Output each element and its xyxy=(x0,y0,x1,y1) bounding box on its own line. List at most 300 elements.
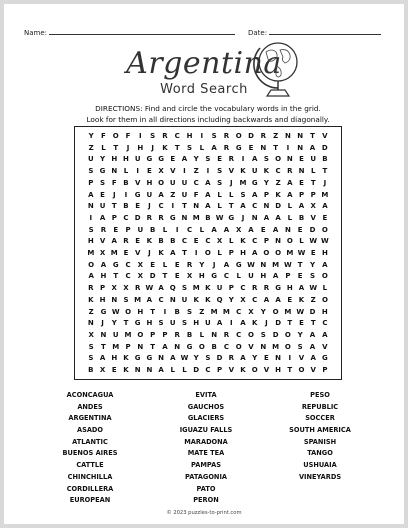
grid-letter[interactable]: H xyxy=(87,237,94,246)
grid-letter[interactable]: U xyxy=(88,155,94,164)
grid-letter[interactable]: W xyxy=(145,284,154,293)
grid-letter[interactable]: X xyxy=(236,225,242,234)
grid-letter[interactable]: O xyxy=(275,155,282,164)
grid-letter[interactable]: G xyxy=(251,178,258,187)
grid-letter[interactable]: U xyxy=(181,178,188,187)
grid-letter[interactable]: A xyxy=(240,319,246,328)
grid-letter[interactable]: D xyxy=(275,319,281,328)
grid-letter[interactable]: U xyxy=(310,155,317,164)
grid-letter[interactable]: P xyxy=(111,213,117,222)
grid-letter[interactable]: U xyxy=(248,272,254,281)
grid-letter[interactable]: V xyxy=(248,342,254,351)
grid-letter[interactable]: K xyxy=(251,319,258,328)
grid-letter[interactable]: Z xyxy=(275,178,281,187)
grid-letter[interactable]: S xyxy=(181,284,187,293)
grid-letter[interactable]: P xyxy=(125,225,131,234)
grid-letter[interactable]: N xyxy=(260,342,267,351)
grid-letter[interactable]: Q xyxy=(169,284,176,293)
grid-letter[interactable]: K xyxy=(205,295,211,304)
grid-letter[interactable]: K xyxy=(193,295,199,304)
grid-letter[interactable]: X xyxy=(137,260,144,269)
grid-letter[interactable]: K xyxy=(298,295,305,304)
grid-letter[interactable]: A xyxy=(158,366,164,374)
grid-letter[interactable]: C xyxy=(223,272,229,281)
grid-letter[interactable]: O xyxy=(263,249,270,257)
grid-letter[interactable]: C xyxy=(205,366,211,374)
grid-letter[interactable]: X xyxy=(88,330,94,339)
grid-letter[interactable]: T xyxy=(111,202,117,211)
grid-letter[interactable]: L xyxy=(162,225,168,234)
grid-letter[interactable]: O xyxy=(88,260,95,269)
grid-letter[interactable]: K xyxy=(240,366,246,374)
grid-letter[interactable]: R xyxy=(123,237,129,246)
grid-letter[interactable]: T xyxy=(174,143,180,152)
grid-letter[interactable]: A xyxy=(205,178,211,187)
grid-letter[interactable]: E xyxy=(135,202,141,211)
grid-letter[interactable]: A xyxy=(211,143,217,152)
grid-letter[interactable]: D xyxy=(309,225,316,234)
grid-letter[interactable]: V xyxy=(263,366,270,374)
grid-letter[interactable]: C xyxy=(275,167,281,176)
grid-letter[interactable]: A xyxy=(263,295,270,304)
grid-letter[interactable]: M xyxy=(321,190,329,199)
grid-letter[interactable]: Y xyxy=(111,319,117,328)
grid-letter[interactable]: X xyxy=(240,295,246,304)
grid-letter[interactable]: G xyxy=(158,155,164,164)
grid-letter[interactable]: D xyxy=(216,354,223,363)
grid-letter[interactable]: S xyxy=(240,190,246,199)
grid-letter[interactable]: Z xyxy=(193,167,199,176)
grid-letter[interactable]: P xyxy=(125,342,131,351)
grid-letter[interactable]: X xyxy=(248,307,254,316)
grid-letter[interactable]: H xyxy=(321,307,328,316)
grid-letter[interactable]: H xyxy=(100,272,107,281)
grid-letter[interactable]: O xyxy=(204,249,211,257)
grid-letter[interactable]: N xyxy=(181,213,188,222)
grid-letter[interactable]: N xyxy=(284,132,291,140)
grid-letter[interactable]: I xyxy=(124,190,128,199)
grid-letter[interactable]: H xyxy=(286,284,293,293)
grid-letter[interactable]: W xyxy=(215,213,224,222)
grid-letter[interactable]: T xyxy=(182,202,187,211)
grid-letter[interactable]: S xyxy=(205,155,211,164)
grid-letter[interactable]: I xyxy=(139,132,142,140)
grid-letter[interactable]: P xyxy=(285,272,291,281)
grid-letter[interactable]: H xyxy=(240,249,246,257)
grid-letter[interactable]: L xyxy=(236,272,241,281)
grid-letter[interactable]: E xyxy=(299,178,304,187)
grid-letter[interactable]: V xyxy=(322,342,328,351)
grid-letter[interactable]: V xyxy=(228,366,234,374)
grid-letter[interactable]: T xyxy=(113,143,119,152)
grid-letter[interactable]: T xyxy=(123,319,129,328)
grid-letter[interactable]: X xyxy=(99,366,106,374)
grid-letter[interactable]: O xyxy=(321,295,328,304)
grid-letter[interactable]: E xyxy=(264,354,269,363)
grid-letter[interactable]: E xyxy=(217,155,222,164)
grid-letter[interactable]: N xyxy=(297,132,304,140)
grid-letter[interactable]: Z xyxy=(199,307,205,316)
grid-letter[interactable]: P xyxy=(88,178,94,187)
grid-letter[interactable]: O xyxy=(251,366,258,374)
grid-letter[interactable]: N xyxy=(275,354,282,363)
grid-letter[interactable]: S xyxy=(100,178,106,187)
grid-letter[interactable]: Z xyxy=(273,132,279,140)
grid-letter[interactable]: U xyxy=(205,319,211,328)
grid-letter[interactable]: J xyxy=(112,190,116,199)
grid-letter[interactable]: I xyxy=(206,167,210,176)
grid-letter[interactable]: D xyxy=(309,307,316,316)
grid-letter[interactable]: A xyxy=(223,260,230,269)
grid-letter[interactable]: U xyxy=(134,155,141,164)
grid-letter[interactable]: B xyxy=(149,225,156,234)
grid-letter[interactable]: A xyxy=(205,202,211,211)
grid-letter[interactable]: J xyxy=(148,202,151,211)
date-field[interactable] xyxy=(248,27,381,37)
grid-letter[interactable]: C xyxy=(158,295,164,304)
grid-letter[interactable]: A xyxy=(181,155,188,164)
grid-letter[interactable]: S xyxy=(123,295,129,304)
grid-letter[interactable]: I xyxy=(229,319,233,328)
grid-letter[interactable]: V xyxy=(310,366,316,374)
grid-letter[interactable]: S xyxy=(263,155,269,164)
grid-letter[interactable]: N xyxy=(286,155,293,164)
grid-letter[interactable]: L xyxy=(123,167,129,176)
grid-letter[interactable]: S xyxy=(217,167,223,176)
grid-letter[interactable]: Y xyxy=(88,132,94,140)
grid-letter[interactable]: M xyxy=(192,284,200,293)
grid-letter[interactable]: E xyxy=(113,225,119,234)
grid-letter[interactable]: E xyxy=(299,319,304,328)
grid-letter[interactable]: B xyxy=(174,307,180,316)
grid-letter[interactable]: J xyxy=(241,213,245,222)
grid-letter[interactable]: N xyxy=(137,342,144,351)
grid-letter[interactable]: J xyxy=(212,260,216,269)
grid-letter[interactable]: G xyxy=(235,260,242,269)
grid-letter[interactable]: H xyxy=(137,307,144,316)
grid-letter[interactable]: W xyxy=(309,284,318,293)
grid-letter[interactable]: A xyxy=(298,284,305,293)
grid-letter[interactable]: Y xyxy=(199,260,205,269)
grid-letter[interactable]: H xyxy=(260,272,267,281)
grid-letter[interactable]: R xyxy=(162,132,168,140)
grid-letter[interactable]: T xyxy=(101,342,106,351)
grid-letter[interactable]: V xyxy=(134,249,141,257)
grid-letter[interactable]: A xyxy=(211,225,217,234)
grid-letter[interactable]: Y xyxy=(297,330,303,339)
grid-letter[interactable]: O xyxy=(235,342,242,351)
grid-letter[interactable]: A xyxy=(99,213,106,222)
grid-letter[interactable]: L xyxy=(217,202,222,211)
grid-letter[interactable]: C xyxy=(322,319,328,328)
grid-letter[interactable]: G xyxy=(134,319,141,328)
grid-letter[interactable]: G xyxy=(100,307,107,316)
grid-letter[interactable]: S xyxy=(88,342,94,351)
grid-letter[interactable]: S xyxy=(181,319,187,328)
grid-letter[interactable]: A xyxy=(240,354,246,363)
grid-letter[interactable]: T xyxy=(228,202,234,211)
grid-letter[interactable]: H xyxy=(123,155,129,164)
grid-letter[interactable]: E xyxy=(297,272,303,281)
grid-letter[interactable]: A xyxy=(223,225,230,234)
grid-letter[interactable]: K xyxy=(146,237,153,246)
grid-letter[interactable]: D xyxy=(272,330,279,339)
grid-letter[interactable]: N xyxy=(169,295,176,304)
grid-letter[interactable]: A xyxy=(99,354,106,363)
grid-letter[interactable]: N xyxy=(193,202,200,211)
grid-letter[interactable]: T xyxy=(150,342,156,351)
grid-letter[interactable]: T xyxy=(150,307,156,316)
grid-letter[interactable]: J xyxy=(265,319,268,328)
grid-letter[interactable]: A xyxy=(240,202,246,211)
grid-letter[interactable]: E xyxy=(135,237,141,246)
grid-letter[interactable]: K xyxy=(240,237,246,246)
grid-letter[interactable]: B xyxy=(158,237,164,246)
grid-letter[interactable]: O xyxy=(198,342,205,351)
grid-letter[interactable]: L xyxy=(199,225,205,234)
grid-letter[interactable]: H xyxy=(111,354,118,363)
grid-letter[interactable]: V xyxy=(310,213,316,222)
grid-letter[interactable]: A xyxy=(309,342,316,351)
grid-letter[interactable]: B xyxy=(186,330,193,339)
grid-letter[interactable]: M xyxy=(110,249,118,257)
grid-letter[interactable]: L xyxy=(199,143,205,152)
grid-letter[interactable]: M xyxy=(284,307,292,316)
grid-letter[interactable]: A xyxy=(158,284,164,293)
grid-letter[interactable]: O xyxy=(298,366,305,374)
grid-letter[interactable]: N xyxy=(87,202,94,211)
grid-letter[interactable]: S xyxy=(88,225,94,234)
grid-letter[interactable]: R xyxy=(287,167,293,176)
grid-letter[interactable]: L xyxy=(287,202,293,211)
grid-letter[interactable]: A xyxy=(251,155,258,164)
grid-letter[interactable]: E xyxy=(287,295,293,304)
grid-letter[interactable]: D xyxy=(275,202,281,211)
grid-letter[interactable]: T xyxy=(287,319,293,328)
grid-letter[interactable]: D xyxy=(193,366,200,374)
grid-letter[interactable]: A xyxy=(251,249,258,257)
grid-letter[interactable]: R xyxy=(252,284,258,293)
grid-letter[interactable]: W xyxy=(309,237,318,246)
grid-letter[interactable]: N xyxy=(158,354,164,363)
grid-letter[interactable]: T xyxy=(162,272,168,281)
grid-letter[interactable]: Y xyxy=(193,155,199,164)
name-line[interactable] xyxy=(49,27,235,35)
grid-letter[interactable]: H xyxy=(99,295,106,304)
grid-letter[interactable]: O xyxy=(275,249,282,257)
grid-letter[interactable]: E xyxy=(260,225,266,234)
grid-letter[interactable]: S xyxy=(150,132,156,140)
grid-letter[interactable]: A xyxy=(287,190,293,199)
grid-letter[interactable]: T xyxy=(310,178,316,187)
grid-letter[interactable]: H xyxy=(137,143,144,152)
grid-letter[interactable]: C xyxy=(236,330,242,339)
grid-letter[interactable]: T xyxy=(182,249,187,257)
grid-letter[interactable]: N xyxy=(134,366,141,374)
grid-letter[interactable]: N xyxy=(297,143,304,152)
grid-letter[interactable]: I xyxy=(89,213,93,222)
grid-letter[interactable]: G xyxy=(134,190,141,199)
grid-letter[interactable]: H xyxy=(186,132,193,140)
grid-letter[interactable]: R xyxy=(186,260,193,269)
grid-letter[interactable]: H xyxy=(146,178,153,187)
grid-letter[interactable]: R xyxy=(223,132,230,140)
grid-letter[interactable]: D xyxy=(149,272,156,281)
grid-letter[interactable]: O xyxy=(321,225,328,234)
grid-letter[interactable]: L xyxy=(182,366,187,374)
grid-letter[interactable]: G xyxy=(322,354,328,363)
grid-letter[interactable]: J xyxy=(101,319,104,328)
grid-letter[interactable]: I xyxy=(171,202,175,211)
grid-letter[interactable]: H xyxy=(146,319,153,328)
word-search-grid[interactable] xyxy=(74,126,342,380)
grid-letter[interactable]: A xyxy=(322,202,328,211)
grid-letter[interactable]: Y xyxy=(100,155,106,164)
grid-letter[interactable]: G xyxy=(211,272,217,281)
grid-letter[interactable]: N xyxy=(211,330,218,339)
grid-letter[interactable]: I xyxy=(194,249,198,257)
grid-letter[interactable]: S xyxy=(88,167,94,176)
grid-letter[interactable]: V xyxy=(228,167,234,176)
grid-letter[interactable]: E xyxy=(248,143,254,152)
grid-letter[interactable]: M xyxy=(124,330,132,339)
grid-letter[interactable]: N xyxy=(284,225,291,234)
grid-letter[interactable]: R xyxy=(263,284,270,293)
grid-letter[interactable]: U xyxy=(216,284,223,293)
grid-letter[interactable]: X xyxy=(137,272,144,281)
grid-letter[interactable]: U xyxy=(169,319,176,328)
grid-letter[interactable]: R xyxy=(228,155,234,164)
grid-letter[interactable]: A xyxy=(170,249,176,257)
grid-letter[interactable]: G xyxy=(235,143,242,152)
grid-letter[interactable]: I xyxy=(286,143,290,152)
grid-letter[interactable]: U xyxy=(181,190,188,199)
grid-letter[interactable]: O xyxy=(137,330,144,339)
grid-letter[interactable]: R xyxy=(223,330,230,339)
grid-letter[interactable]: C xyxy=(205,237,211,246)
grid-letter[interactable]: J xyxy=(151,143,154,152)
grid-letter[interactable]: I xyxy=(136,167,139,176)
grid-letter[interactable]: W xyxy=(111,307,120,316)
grid-letter[interactable]: U xyxy=(112,330,119,339)
grid-letter[interactable]: X xyxy=(216,237,223,246)
grid-letter[interactable]: K xyxy=(263,167,270,176)
grid-letter[interactable]: U xyxy=(146,190,153,199)
grid-letter[interactable]: D xyxy=(321,143,328,152)
grid-letter[interactable]: G xyxy=(146,155,153,164)
grid-letter[interactable]: E xyxy=(123,249,129,257)
grid-letter[interactable]: R xyxy=(158,213,164,222)
grid-letter[interactable]: R xyxy=(260,132,266,140)
grid-letter[interactable]: G xyxy=(134,354,141,363)
grid-letter[interactable]: U xyxy=(181,295,188,304)
grid-letter[interactable]: E xyxy=(297,225,303,234)
grid-letter[interactable]: O xyxy=(125,307,132,316)
grid-letter[interactable]: S xyxy=(187,307,193,316)
grid-letter[interactable]: E xyxy=(299,155,304,164)
grid-letter[interactable]: T xyxy=(310,319,316,328)
grid-letter[interactable]: J xyxy=(148,249,151,257)
grid-letter[interactable]: M xyxy=(272,260,280,269)
grid-letter[interactable]: L xyxy=(162,260,168,269)
grid-letter[interactable]: P xyxy=(263,237,269,246)
grid-letter[interactable]: P xyxy=(228,284,234,293)
grid-letter[interactable]: S xyxy=(297,342,303,351)
grid-letter[interactable]: C xyxy=(223,342,229,351)
grid-letter[interactable]: A xyxy=(146,295,153,304)
grid-letter[interactable]: A xyxy=(88,272,94,281)
grid-letter[interactable]: Y xyxy=(193,354,199,363)
grid-letter[interactable]: N xyxy=(87,319,94,328)
grid-letter[interactable]: R xyxy=(100,225,107,234)
grid-letter[interactable]: A xyxy=(100,260,107,269)
grid-letter[interactable]: A xyxy=(248,225,254,234)
grid-letter[interactable]: E xyxy=(170,155,176,164)
grid-letter[interactable]: W xyxy=(297,249,306,257)
grid-letter[interactable]: P xyxy=(162,330,168,339)
grid-letter[interactable]: T xyxy=(113,272,119,281)
grid-letter[interactable]: Z xyxy=(170,190,176,199)
grid-letter[interactable]: E xyxy=(322,213,328,222)
grid-letter[interactable]: W xyxy=(321,237,329,246)
grid-letter[interactable]: J xyxy=(323,178,327,187)
grid-letter[interactable]: A xyxy=(158,190,164,199)
grid-letter[interactable]: O xyxy=(112,132,119,140)
grid-letter[interactable]: V xyxy=(99,237,106,246)
grid-letter[interactable]: A xyxy=(298,202,305,211)
grid-letter[interactable]: L xyxy=(217,190,222,199)
grid-letter[interactable]: L xyxy=(229,190,234,199)
grid-letter[interactable]: G xyxy=(186,342,193,351)
grid-letter[interactable]: K xyxy=(275,190,281,199)
grid-letter[interactable]: B xyxy=(322,155,328,164)
grid-letter[interactable]: H xyxy=(193,319,200,328)
grid-letter[interactable]: O xyxy=(284,342,291,351)
grid-letter[interactable]: P xyxy=(228,249,234,257)
grid-letter[interactable]: N xyxy=(174,342,181,351)
grid-letter[interactable]: B xyxy=(123,178,129,187)
grid-letter[interactable]: H xyxy=(198,272,205,281)
grid-letter[interactable]: X xyxy=(123,284,129,293)
grid-letter[interactable]: G xyxy=(275,284,281,293)
grid-letter[interactable]: L xyxy=(199,330,205,339)
grid-letter[interactable]: C xyxy=(125,272,131,281)
grid-letter[interactable]: V xyxy=(298,354,305,363)
grid-letter[interactable]: W xyxy=(296,307,305,316)
grid-letter[interactable]: I xyxy=(200,132,204,140)
grid-letter[interactable]: D xyxy=(134,213,141,222)
grid-letter[interactable]: O xyxy=(272,307,279,316)
grid-letter[interactable]: N xyxy=(275,237,282,246)
grid-letter[interactable]: A xyxy=(216,319,223,328)
grid-letter[interactable]: I xyxy=(288,354,292,363)
grid-letter[interactable]: S xyxy=(309,272,316,281)
grid-letter[interactable]: I xyxy=(175,225,179,234)
grid-letter[interactable]: D xyxy=(248,132,254,140)
grid-letter[interactable]: C xyxy=(174,132,180,140)
grid-letter[interactable]: O xyxy=(286,237,293,246)
grid-letter[interactable]: R xyxy=(223,143,230,152)
grid-letter[interactable]: N xyxy=(100,330,107,339)
grid-letter[interactable]: P xyxy=(322,366,328,374)
grid-letter[interactable]: E xyxy=(174,272,180,281)
grid-letter[interactable]: B xyxy=(88,366,94,374)
grid-letter[interactable]: Q xyxy=(216,295,223,304)
grid-letter[interactable]: O xyxy=(248,330,254,339)
grid-letter[interactable]: M xyxy=(272,342,280,351)
grid-letter[interactable]: A xyxy=(309,330,316,339)
grid-letter[interactable]: C xyxy=(186,225,193,234)
